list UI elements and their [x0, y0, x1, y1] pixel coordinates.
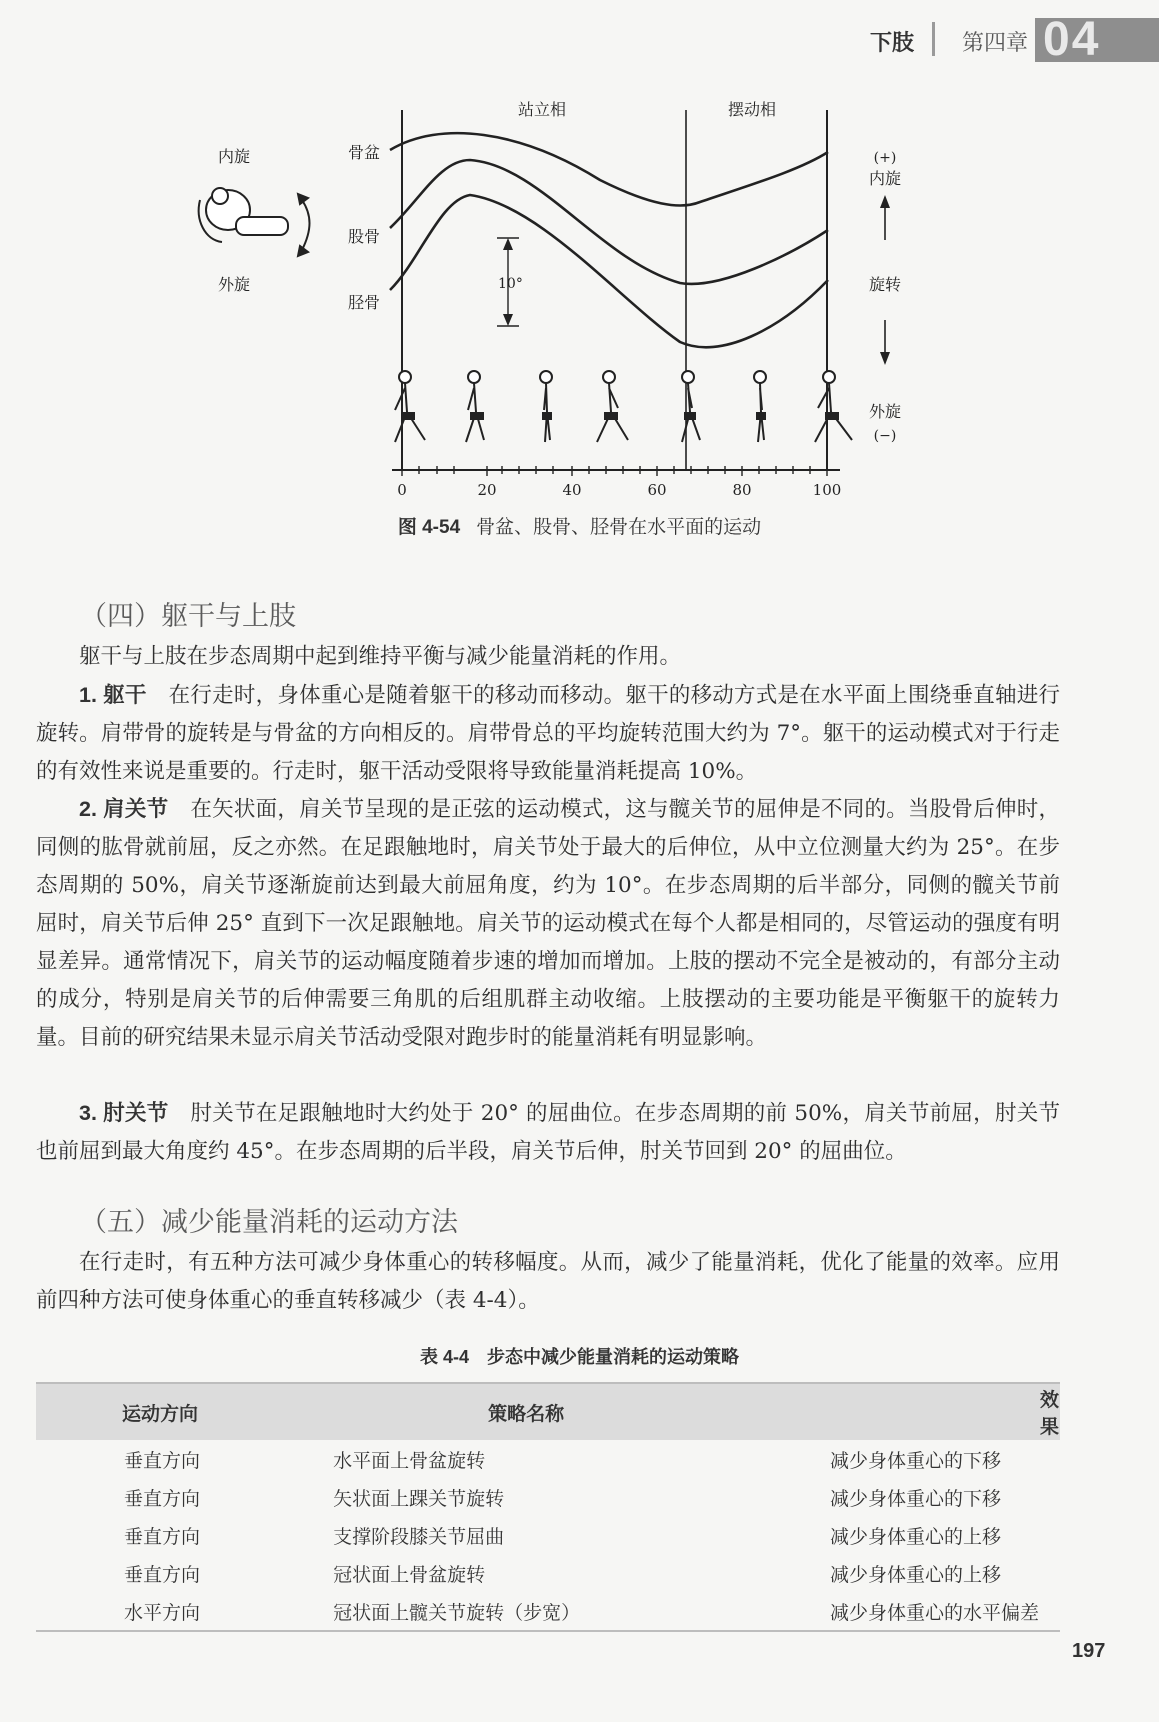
walker-0-icon	[395, 371, 425, 442]
page-number: 197	[1072, 1640, 1106, 1662]
tick-label-20: 20	[477, 481, 497, 499]
table-caption: 表 4-4 步态中减少能量消耗的运动策略	[419, 1347, 739, 1367]
chapter-number-block: 04	[1035, 18, 1159, 62]
cell-effect: 减少身体重心的下移	[829, 1487, 1001, 1510]
header-divider	[932, 22, 935, 56]
rotation-figure	[0, 90, 1159, 500]
table-row	[36, 1592, 1060, 1631]
table-row	[36, 1440, 1060, 1478]
pelvis-label: 骨盆	[348, 143, 381, 162]
figure-caption-text: 骨盆、股骨、胫骨在水平面的运动	[476, 516, 762, 538]
shoulder-heading: 2. 肩关节	[79, 797, 169, 821]
cell-strategy: 冠状面上髋关节旋转（步宽）	[333, 1592, 830, 1631]
tick-label-60: 60	[647, 481, 667, 499]
cell-effect: 减少身体重心的上移	[829, 1525, 1001, 1548]
table-header-row	[36, 1383, 1060, 1440]
header-direction: 运动方向	[36, 1383, 333, 1440]
cell-direction: 水平方向	[36, 1592, 333, 1631]
section-4-intro: 躯干与上肢在步态周期中起到维持平衡与减少能量消耗的作用。	[79, 644, 682, 669]
tibia-label: 胫骨	[348, 293, 381, 312]
section-4-title: （四）躯干与上肢	[80, 601, 296, 632]
tick-label-0: 0	[397, 481, 407, 499]
trunk-paragraph	[36, 676, 1060, 791]
cell-direction: 垂直方向	[124, 1487, 201, 1510]
minus-sign-label: (−)	[873, 428, 897, 444]
trunk-text: 在行走时，身体重心是随着躯干的移动而移动。躯干的移动方式是在水平面上围绕垂直轴进行旋转。肩带骨的旋转是与骨盆的方向相反的。肩带骨总的平均旋转范围大约为 7°。躯干的运动模式对于行走的有效性来说是重要的。行走时，躯干活动受限将导致能量消耗提高 10%。	[36, 683, 1061, 784]
tick-label-80: 80	[732, 481, 752, 499]
elbow-paragraph	[36, 1094, 1060, 1171]
table-row	[36, 1478, 1060, 1516]
down-arrow-icon	[880, 352, 890, 365]
stance-phase-label: 站立相	[517, 100, 567, 119]
walker-35-icon	[540, 371, 552, 442]
internal-rotation-label: 内旋	[218, 147, 251, 166]
cell-effect: 减少身体重心的水平偏差	[830, 1592, 1060, 1631]
up-arrow-icon	[880, 195, 890, 208]
cell-strategy: 水平面上骨盆旋转	[333, 1449, 486, 1472]
walker-85-icon	[754, 371, 766, 442]
section-5-paragraph: 在行走时，有五种方法可减少身体重心的转移幅度。从而，减少了能量消耗，优化了能量的效率。应用前四种方法可使身体重心的垂直转移减少（表 4-4）。	[36, 1250, 1060, 1313]
femur-curve	[390, 160, 828, 284]
tick-label-40: 40	[562, 481, 582, 499]
external-rotation-label: 外旋	[218, 275, 251, 294]
header-part: 下肢	[870, 30, 915, 55]
cell-direction: 垂直方向	[124, 1449, 201, 1472]
cell-direction: 垂直方向	[124, 1525, 201, 1548]
tibia-curve	[390, 195, 828, 347]
scale-arrow-down-icon	[503, 314, 513, 326]
header-strategy: 策略名称	[333, 1383, 830, 1440]
walker-68-icon	[682, 371, 700, 442]
figure-caption-number: 图 4-54	[397, 517, 461, 538]
walker-100-icon	[815, 371, 852, 442]
strategy-table	[36, 1382, 1060, 1632]
hip-top-view-icon	[199, 188, 310, 256]
cell-effect: 减少身体重心的下移	[829, 1449, 1001, 1472]
scale-arrow-up-icon	[503, 238, 513, 250]
cell-strategy: 矢状面上踝关节旋转	[333, 1487, 505, 1510]
right-internal-label: 内旋	[868, 169, 902, 188]
shoulder-paragraph	[36, 790, 1060, 1057]
table-row	[36, 1516, 1060, 1554]
walker-50-icon	[597, 371, 628, 442]
cell-direction: 垂直方向	[124, 1563, 201, 1586]
trunk-heading: 1. 躯干	[79, 683, 147, 707]
header-effect: 效果	[830, 1383, 1060, 1440]
cell-strategy: 支撑阶段膝关节屈曲	[333, 1525, 505, 1548]
section-5-title: （五）减少能量消耗的运动方法	[80, 1207, 458, 1238]
elbow-text: 肘关节在足跟触地时大约处于 20° 的屈曲位。在步态周期的前 50%，肩关节前屈，肘关节也前屈到最大角度约 45°。在步态周期的后半段，肩关节后伸，肘关节回到 20° 的屈曲位。	[36, 1101, 1061, 1164]
figure-caption	[0, 512, 1159, 539]
walking-figures	[395, 371, 852, 442]
femur-label: 股骨	[348, 227, 381, 246]
shoulder-text: 在矢状面，肩关节呈现的是正弦的运动模式，这与髋关节的屈伸是不同的。当股骨后伸时，同侧的肱骨就前屈，反之亦然。在足跟触地时，肩关节处于最大的后伸位，从中立位测量大约为 25°。在步态周期的 50%，肩关节逐渐旋前达到最大前屈角度，约为 10°。在步态周期的后半部分，同侧的髋关节前屈时，肩关节后伸 25° 直到下一次足跟触地。肩关节的运动模式在每个人都是相同的，尽管运动的强度有明显差异。通常情况下，肩关节的运动幅度随着步速的增加而增加。上肢的摆动不完全是被动的，有部分主动的成分，特别是肩关节的后伸需要三角肌的后组肌群主动收缩。上肢摆动的主要功能是平衡躯干的旋转力量。目前的研究结果未显示肩关节活动受限对跑步时的能量消耗有明显影响。	[36, 797, 1060, 1050]
header-chapter: 第四章	[962, 30, 1029, 55]
table-row	[36, 1554, 1060, 1592]
swing-phase-label: 摆动相	[727, 100, 777, 119]
elbow-heading: 3. 肘关节	[79, 1101, 169, 1125]
right-external-label: 外旋	[868, 402, 902, 421]
scale-label: 10°	[498, 276, 523, 292]
rotation-label: 旋转	[868, 275, 902, 294]
tick-label-100: 100	[812, 481, 842, 499]
walker-20-icon	[466, 371, 484, 442]
cell-effect: 减少身体重心的上移	[829, 1563, 1001, 1586]
cell-strategy: 冠状面上骨盆旋转	[333, 1563, 486, 1586]
plus-sign-label: (+)	[873, 150, 897, 166]
pelvis-curve	[390, 133, 828, 205]
